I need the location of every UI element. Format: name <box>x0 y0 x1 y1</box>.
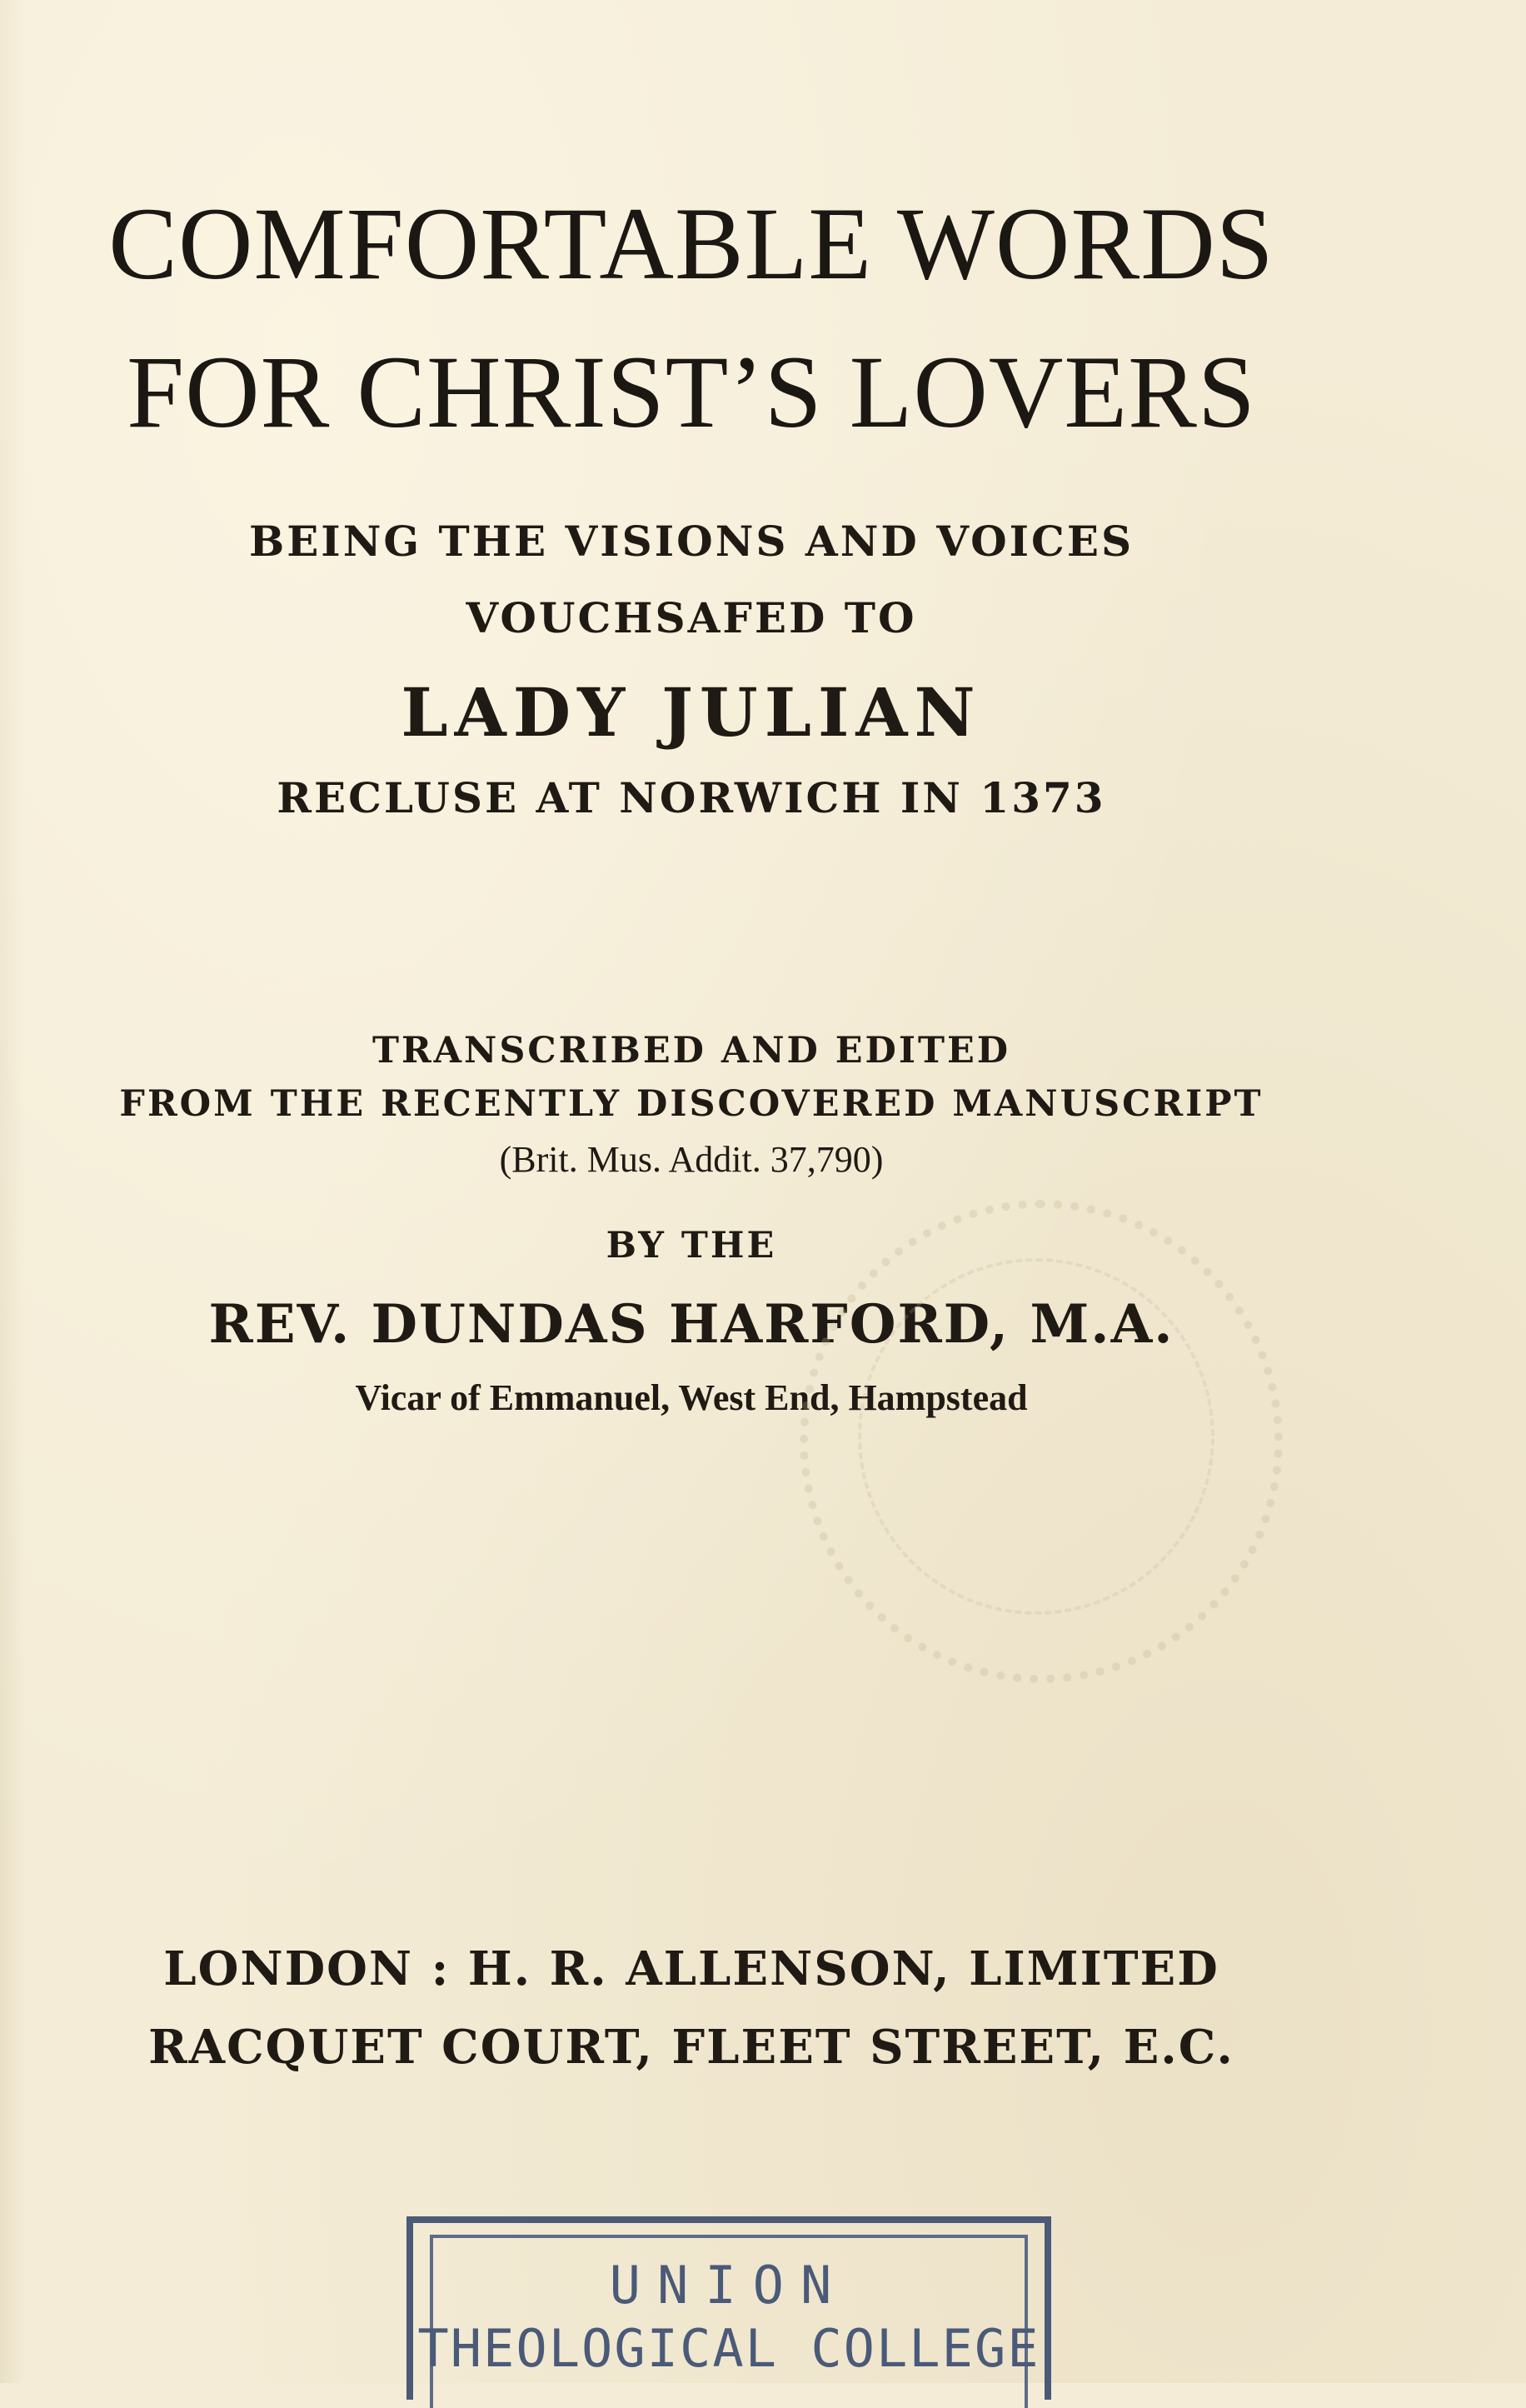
library-stamp <box>406 2216 1051 2400</box>
embossed-seal-inner-ring <box>858 1258 1214 1615</box>
imprint-line-2: RACQUET COURT, FLEET STREET, E.C. <box>148 2020 1234 2075</box>
library-stamp-line-2: THEOLOGICAL COLLEGE <box>417 2318 1040 2379</box>
subtitle-line-2: VOUCHSAFED TO <box>466 593 917 642</box>
book-title-line-2: FOR CHRIST’S LOVERS <box>127 335 1256 449</box>
imprint-line-1: LONDON : H. R. ALLENSON, LIMITED <box>163 1941 1219 1996</box>
by-the-label: BY THE <box>606 1225 777 1266</box>
edition-line-1: TRANSCRIBED AND EDITED <box>372 1030 1011 1072</box>
book-title-line-1: COMFORTABLE WORDS <box>108 187 1274 301</box>
editor-name: REV. DUNDAS HARFORD, M.A. <box>208 1293 1174 1356</box>
library-stamp-line-1: UNION <box>609 2255 849 2316</box>
manuscript-reference: (Brit. Mus. Addit. 37,790) <box>499 1139 884 1180</box>
editor-role: Vicar of Emmanuel, West End, Hampstead <box>355 1377 1028 1418</box>
edition-line-2: FROM THE RECENTLY DISCOVERED MANUSCRIPT <box>119 1083 1264 1125</box>
subtitle-line-1: BEING THE VISIONS AND VOICES <box>248 517 1135 566</box>
embossed-seal <box>800 1200 1283 1683</box>
subject-name: LADY JULIAN <box>401 673 982 752</box>
subject-description: RECLUSE AT NORWICH IN 1373 <box>277 773 1106 822</box>
